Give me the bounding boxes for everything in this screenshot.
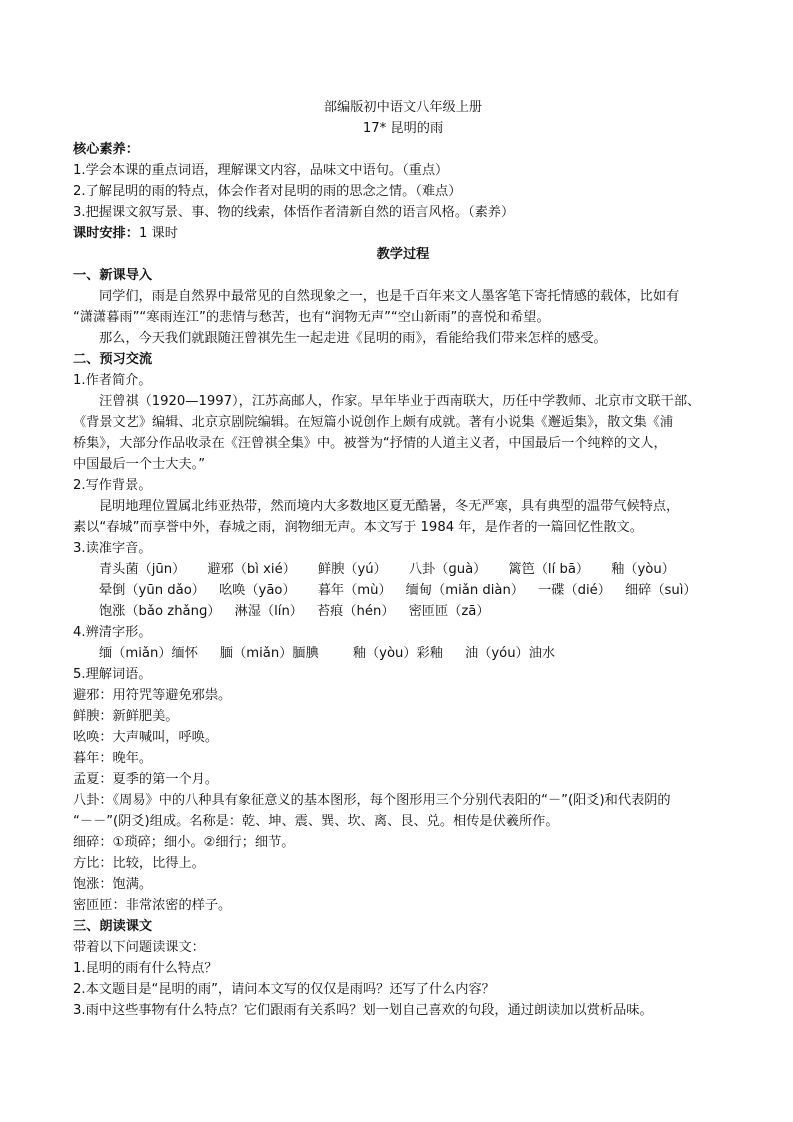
glyph-item: 缅（miǎn）缅怀 (99, 646, 198, 661)
paragraph-line: 同学们，雨是自然界中最常见的自然现象之一，也是千百年来文人墨客笔下寄托情感的载体，比如有 (99, 289, 680, 304)
vocab-item: 细碎：①琐碎；细小。②细行；细节。 (73, 835, 295, 850)
pronunciation-item: 密匝匝（zā） (408, 604, 490, 619)
core-heading: 核心素养： (73, 142, 139, 157)
vocab-item: 方比：比较，比得上。 (73, 856, 205, 871)
pronunciation-item: 苔痕（hén） (317, 604, 395, 619)
vocab-item: 暮年：晚年。 (73, 751, 153, 766)
paragraph-line: 桥集》，大部分作品收录在《汪曾祺全集》中。被誉为“抒情的人道主义者，中国最后一个纯粹的文人， (73, 436, 667, 451)
process-title: 教学过程 (376, 247, 430, 262)
paragraph-line: 那么，今天我们就跟随汪曾祺先生一起走进《昆明的雨》，看能给我们带来怎样的感受。 (99, 331, 607, 346)
pronunciation-item: 细碎（suì） (624, 583, 697, 598)
paragraph-line: 素以“春城”而享誉中外，春城之雨，润物细无声。本文写于 1984 年，是作者的一篇回忆性散文。 (73, 520, 643, 535)
subheading: 4.辨清字形。 (73, 625, 152, 640)
core-item: 2.了解昆明的雨的特点，体会作者对昆明的雨的思念之情。（难点） (73, 184, 462, 199)
section-heading: 三、朗读课文 (73, 919, 153, 934)
glyph-item: 釉（yòu）彩釉 (352, 646, 443, 661)
question-item: 2.本文题目是“昆明的雨”，请问本文写的仅仅是雨吗？还写了什么内容？ (73, 982, 495, 997)
pronunciation-item: 晕倒（yūn dǎo） (99, 583, 205, 598)
subheading: 3.读准字音。 (73, 541, 152, 556)
paragraph-line: “潇潇暮雨”“寒雨连江”的悲情与愁苦，也有“润物无声”“空山新雨”的喜悦和希望。 (73, 310, 550, 325)
schedule-label: 课时安排： (73, 226, 139, 241)
pronunciation-item: 暮年（mù） (317, 583, 392, 598)
pronunciation-row (73, 559, 733, 580)
paragraph-line: 昆明地理位置属北纬亚热带，然而境内大多数地区夏无酷暑，冬无严寒，具有典型的温带气候特点， (99, 499, 680, 514)
document-title: 部编版初中语文八年级上册 (323, 100, 483, 115)
question-item: 1.昆明的雨有什么特点？ (73, 961, 218, 976)
paragraph-line: 带着以下问题读课文： (73, 940, 205, 955)
lesson-title: 17* 昆明的雨 (362, 121, 444, 136)
section-heading: 二、预习交流 (73, 352, 153, 367)
pronunciation-item: 篱笆（lí bā） (508, 562, 590, 577)
pronunciation-row (73, 601, 733, 622)
vocab-item: 鲜腴：新鲜肥美。 (73, 709, 179, 724)
document-page (73, 96, 733, 1021)
subheading: 2.写作背景。 (73, 478, 152, 493)
core-item: 1.学会本课的重点词语，理解课文内容，品味文中语句。（重点） (73, 163, 449, 178)
question-item: 3.雨中这些事物有什么特点？它们跟雨有关系吗？划一划自己喜欢的句段，通过朗读加以赏析品味。 (73, 1003, 653, 1018)
paragraph-line: 汪曾祺（1920—1997），江苏高邮人，作家。早年毕业于西南联大，历任中学教师、北京市文联干部、 (99, 394, 701, 409)
vocab-item: 密匝匝：非常浓密的样子。 (73, 898, 232, 913)
subheading: 5.理解词语。 (73, 667, 152, 682)
schedule-line (73, 223, 733, 244)
pronunciation-item: 避邪（bì xié） (207, 562, 296, 577)
vocab-item: 吆唤：大声喊叫，呼唤。 (73, 730, 219, 745)
paragraph-line: 《背景文艺》编辑、北京京剧院编辑。在短篇小说创作上颇有成就。著有小说集《邂逅集》，散文集《浦 (73, 415, 674, 430)
glyph-item: 油（yóu）油水 (464, 646, 556, 661)
section-heading: 一、新课导入 (73, 268, 153, 283)
glyph-row (73, 643, 733, 664)
pronunciation-item: 饱涨（bǎo zhǎnɡ） (99, 604, 221, 619)
subheading: 1.作者简介。 (73, 373, 152, 388)
vocab-item: “－－”(阴爻)组成。名称是：乾、坤、震、巽、坎、离、艮、兑。相传是伏羲所作。 (73, 814, 559, 829)
vocab-item: 孟夏：夏季的第一个月。 (73, 772, 219, 787)
core-item: 3.把握课文叙写景、事、物的线索，体悟作者清新自然的语言风格。（素养） (73, 205, 515, 220)
glyph-item: 腼（miǎn）腼腆 (219, 646, 319, 661)
vocab-item: 八卦：《周易》中的八种具有象征意义的基本图形，每个图形用三个分别代表阳的“－”(阳爻)和代表阴的 (73, 793, 671, 808)
pronunciation-item: 鲜腴（yú） (317, 562, 387, 577)
pronunciation-item: 缅甸（miǎn diàn） (405, 583, 525, 598)
vocab-item: 饱涨：饱满。 (73, 877, 153, 892)
pronunciation-item: 一碟（dié） (538, 583, 611, 598)
vocab-item: 避邪：用符咒等避免邪祟。 (73, 688, 232, 703)
pronunciation-row (73, 580, 733, 601)
pronunciation-item: 吆唤（yāo） (218, 583, 296, 598)
schedule-value: 1 课时 (138, 226, 178, 241)
pronunciation-item: 八卦（ɡuà） (408, 562, 487, 577)
paragraph-line: 中国最后一个士大夫。” (73, 457, 206, 472)
pronunciation-item: 青头菌（jūn） (99, 562, 186, 577)
pronunciation-item: 釉（yòu） (611, 562, 675, 577)
pronunciation-item: 淋湿（lín） (234, 604, 303, 619)
